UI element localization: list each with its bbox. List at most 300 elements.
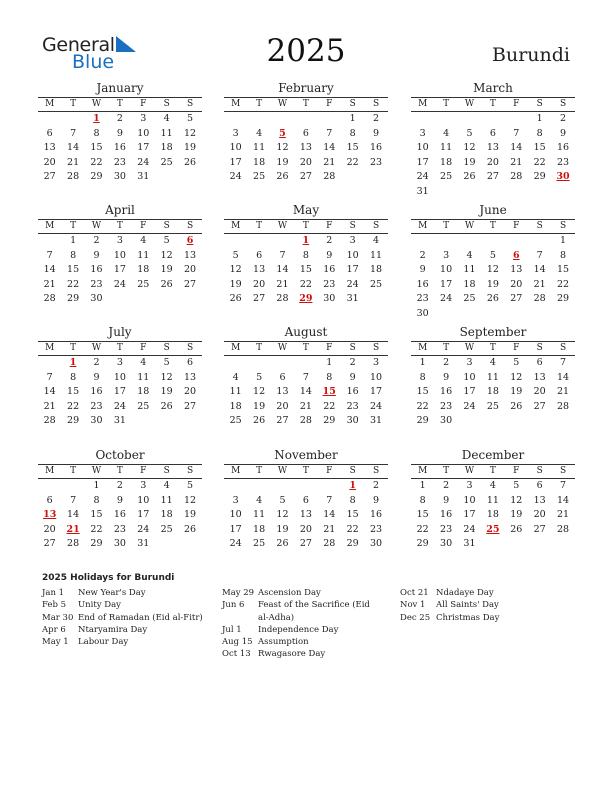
- holiday-day: 25: [486, 523, 500, 535]
- day-cell: 31: [416, 185, 429, 197]
- day-cell: 24: [440, 293, 453, 305]
- day-cell: 20: [299, 156, 312, 168]
- weekday-label: T: [443, 343, 450, 353]
- day-cell: 24: [113, 400, 126, 412]
- day-cell: 26: [160, 400, 173, 412]
- weekday-label: M: [231, 221, 241, 231]
- day-cell: 25: [463, 293, 476, 305]
- day-cell: 11: [253, 509, 266, 521]
- day-cell: 21: [533, 278, 546, 290]
- day-cell: 10: [463, 494, 476, 506]
- day-cell: 2: [326, 235, 333, 246]
- day-cell: 3: [373, 357, 380, 368]
- month-title: July: [108, 325, 132, 339]
- holiday-day: 1: [349, 480, 356, 491]
- day-cell: 20: [533, 509, 546, 521]
- day-cell: 9: [349, 371, 356, 383]
- logo-general-text: General: [42, 34, 115, 56]
- day-cell: 20: [510, 278, 523, 290]
- weekday-label: M: [45, 343, 55, 353]
- holiday-day: 29: [299, 293, 313, 305]
- day-cell: 20: [299, 523, 312, 535]
- empty-cell: [294, 479, 317, 494]
- day-cell: 28: [323, 538, 336, 550]
- day-cell: 4: [256, 494, 263, 506]
- day-grid: [38, 112, 202, 185]
- day-cell: 16: [113, 142, 126, 154]
- day-cell: 12: [463, 142, 476, 154]
- day-cell: 10: [113, 249, 126, 261]
- day-cell: 12: [160, 371, 173, 383]
- day-cell: 8: [70, 249, 77, 261]
- weekday-label: S: [163, 221, 170, 231]
- holiday-day: 6: [512, 249, 520, 261]
- day-cell: 22: [67, 278, 80, 290]
- weekday-label: M: [45, 99, 55, 109]
- empty-cell: [61, 112, 84, 127]
- weekday-label: T: [70, 221, 77, 231]
- day-cell: 10: [440, 264, 453, 276]
- holiday-row: [42, 612, 212, 624]
- holiday-row: [222, 587, 382, 599]
- day-cell: 22: [90, 523, 103, 535]
- day-cell: 17: [229, 156, 242, 168]
- day-cell: 13: [299, 509, 312, 521]
- weekday-label: T: [489, 221, 496, 231]
- empty-cell: [61, 479, 84, 494]
- day-cell: 9: [443, 494, 450, 506]
- day-grid: [411, 479, 575, 552]
- empty-cell: [271, 112, 294, 127]
- day-cell: 19: [229, 278, 242, 290]
- day-cell: 23: [90, 400, 103, 412]
- day-cell: 26: [183, 156, 197, 168]
- day-cell: 27: [533, 523, 546, 535]
- day-cell: 23: [113, 523, 126, 535]
- day-cell: 22: [556, 278, 570, 290]
- month-november: [224, 447, 388, 552]
- day-cell: 27: [183, 278, 197, 290]
- empty-cell: [481, 234, 504, 249]
- weekday-label: T: [443, 221, 450, 231]
- empty-cell: [481, 112, 504, 127]
- day-cell: 30: [90, 415, 103, 427]
- day-cell: 15: [556, 264, 570, 276]
- day-cell: 1: [536, 113, 543, 124]
- day-cell: 28: [323, 171, 336, 183]
- day-cell: 8: [419, 371, 426, 383]
- month-title: May: [292, 203, 320, 217]
- day-cell: 4: [256, 127, 263, 139]
- holiday-name: All Saints' Day: [436, 600, 499, 611]
- day-cell: 14: [67, 509, 80, 521]
- holiday-row: [42, 636, 212, 648]
- empty-cell: [318, 112, 341, 127]
- day-cell: 25: [253, 171, 266, 183]
- empty-cell: [271, 234, 294, 249]
- weekday-label: T: [443, 99, 450, 109]
- empty-cell: [38, 112, 61, 127]
- empty-cell: [294, 112, 317, 127]
- day-cell: 27: [510, 293, 523, 305]
- day-cell: 19: [160, 264, 173, 276]
- day-cell: 24: [113, 278, 126, 290]
- holiday-date: Apr 6: [42, 624, 66, 635]
- day-cell: 21: [67, 156, 80, 168]
- holiday-date: Nov 1: [400, 600, 426, 611]
- weekday-label: M: [45, 221, 55, 231]
- day-grid: [411, 234, 575, 322]
- weekday-label: W: [91, 99, 102, 109]
- day-cell: 25: [160, 156, 173, 168]
- empty-cell: [247, 112, 270, 127]
- day-cell: 16: [90, 386, 103, 398]
- day-cell: 25: [229, 415, 242, 427]
- day-cell: 17: [440, 278, 453, 290]
- month-january: [38, 80, 202, 185]
- day-cell: 16: [556, 142, 570, 154]
- day-cell: 23: [440, 523, 453, 535]
- weekday-label: M: [231, 466, 241, 476]
- day-cell: 26: [510, 523, 523, 535]
- day-cell: 15: [416, 509, 429, 521]
- day-cell: 17: [113, 264, 126, 276]
- day-cell: 2: [443, 357, 450, 368]
- day-cell: 27: [299, 538, 312, 550]
- day-cell: 8: [536, 127, 543, 139]
- weekday-label: F: [326, 99, 333, 109]
- day-cell: 3: [443, 249, 450, 261]
- holiday-name: Rwagasore Day: [258, 649, 326, 660]
- day-cell: 29: [416, 415, 429, 427]
- day-cell: 14: [43, 386, 56, 398]
- day-cell: 29: [346, 538, 359, 550]
- weekday-label: W: [91, 466, 102, 476]
- day-cell: 9: [373, 494, 380, 506]
- month-title: December: [461, 448, 525, 462]
- holiday-row: [222, 624, 382, 636]
- empty-cell: [38, 234, 61, 249]
- day-cell: 9: [560, 127, 567, 139]
- holiday-date: May 29: [222, 588, 255, 598]
- day-cell: 19: [183, 509, 197, 521]
- holiday-date: Jul 1: [222, 624, 242, 635]
- day-cell: 22: [67, 400, 80, 412]
- day-grid: [224, 234, 388, 307]
- day-cell: 29: [67, 415, 80, 427]
- weekday-label: W: [464, 466, 475, 476]
- day-cell: 18: [229, 400, 242, 412]
- weekday-header: [224, 219, 388, 234]
- day-cell: 9: [373, 127, 380, 139]
- day-cell: 25: [440, 171, 453, 183]
- month-september: [411, 324, 575, 429]
- empty-cell: [458, 112, 481, 127]
- day-cell: 27: [276, 415, 289, 427]
- weekday-header: [411, 219, 575, 234]
- holiday-row: [222, 636, 382, 648]
- day-cell: 22: [323, 400, 336, 412]
- day-cell: 31: [346, 293, 359, 305]
- day-cell: 19: [510, 509, 523, 521]
- weekday-header: [38, 97, 202, 112]
- day-cell: 21: [323, 523, 336, 535]
- day-cell: 27: [183, 400, 197, 412]
- day-cell: 11: [440, 142, 453, 154]
- weekday-label: M: [45, 466, 55, 476]
- day-cell: 6: [46, 127, 53, 139]
- day-cell: 6: [302, 127, 309, 139]
- day-cell: 23: [369, 156, 383, 168]
- day-cell: 12: [253, 386, 266, 398]
- holiday-name: Labour Day: [78, 637, 129, 648]
- day-cell: 14: [276, 264, 289, 276]
- day-cell: 3: [466, 480, 473, 491]
- day-cell: 2: [560, 113, 567, 124]
- day-cell: 12: [160, 249, 173, 261]
- day-cell: 16: [416, 278, 429, 290]
- holiday-name: Independence Day: [258, 624, 339, 635]
- day-cell: 24: [137, 156, 150, 168]
- month-title: June: [479, 203, 507, 217]
- day-cell: 2: [373, 480, 380, 491]
- day-cell: 12: [486, 264, 499, 276]
- empty-cell: [271, 356, 294, 371]
- day-cell: 4: [489, 480, 496, 491]
- weekday-label: W: [464, 221, 475, 231]
- day-cell: 3: [116, 357, 123, 368]
- day-cell: 5: [513, 480, 520, 491]
- empty-cell: [247, 356, 270, 371]
- day-cell: 13: [533, 371, 546, 383]
- day-cell: 15: [90, 142, 103, 154]
- weekday-label: M: [231, 99, 241, 109]
- day-cell: 14: [43, 264, 56, 276]
- day-cell: 27: [486, 171, 499, 183]
- holiday-day: 15: [322, 386, 336, 398]
- weekday-label: S: [372, 99, 380, 109]
- day-cell: 28: [276, 293, 289, 305]
- day-grid: [38, 479, 202, 552]
- day-cell: 10: [346, 249, 359, 261]
- day-cell: 31: [137, 538, 150, 550]
- day-cell: 24: [369, 400, 383, 412]
- weekday-label: T: [256, 99, 263, 109]
- weekday-header: [224, 341, 388, 356]
- day-cell: 15: [346, 142, 359, 154]
- month-march: [411, 80, 575, 200]
- holidays-title: 2025 Holidays for Burundi: [42, 573, 175, 583]
- day-cell: 5: [187, 113, 194, 124]
- day-cell: 19: [276, 156, 289, 168]
- holiday-date: Feb 5: [42, 600, 67, 611]
- day-cell: 13: [253, 264, 266, 276]
- empty-cell: [294, 356, 317, 371]
- holiday-name: Unity Day: [78, 600, 121, 611]
- day-cell: 10: [369, 371, 383, 383]
- weekday-label: T: [116, 466, 123, 476]
- day-cell: 21: [43, 400, 56, 412]
- day-cell: 15: [299, 264, 312, 276]
- day-cell: 7: [46, 249, 53, 261]
- holiday-column: [400, 587, 570, 624]
- holiday-day: 1: [302, 235, 310, 246]
- weekday-label: S: [536, 343, 543, 353]
- day-cell: 30: [346, 415, 359, 427]
- day-cell: 11: [463, 264, 476, 276]
- day-cell: 1: [70, 235, 77, 246]
- day-cell: 26: [463, 171, 476, 183]
- day-cell: 17: [416, 156, 429, 168]
- empty-cell: [505, 234, 528, 249]
- day-cell: 28: [67, 171, 80, 183]
- day-cell: 23: [90, 278, 103, 290]
- day-grid: [224, 479, 388, 552]
- empty-cell: [38, 356, 61, 371]
- day-cell: 29: [533, 171, 546, 183]
- day-cell: 20: [183, 264, 197, 276]
- holiday-day: 1: [69, 357, 77, 368]
- weekday-label: T: [70, 466, 77, 476]
- weekday-label: F: [513, 221, 520, 231]
- day-cell: 20: [43, 523, 56, 535]
- day-cell: 7: [326, 127, 333, 139]
- day-cell: 20: [253, 278, 266, 290]
- day-cell: 25: [137, 278, 150, 290]
- holiday-name: Assumption: [258, 637, 309, 648]
- day-cell: 18: [486, 509, 499, 521]
- month-title: April: [105, 203, 135, 217]
- month-may: [224, 202, 388, 307]
- day-cell: 30: [416, 307, 429, 319]
- holiday-day: 5: [279, 127, 286, 139]
- day-cell: 5: [489, 249, 496, 261]
- day-cell: 12: [276, 142, 289, 154]
- day-cell: 29: [67, 293, 80, 305]
- weekday-label: S: [372, 221, 380, 231]
- day-cell: 19: [160, 386, 173, 398]
- weekday-label: S: [186, 466, 194, 476]
- day-cell: 4: [232, 371, 239, 383]
- holiday-column: [222, 587, 382, 661]
- day-cell: 26: [160, 278, 173, 290]
- month-title: October: [95, 448, 145, 462]
- day-cell: 10: [113, 371, 126, 383]
- weekday-label: M: [418, 466, 428, 476]
- weekday-label: T: [116, 221, 123, 231]
- day-cell: 12: [510, 371, 523, 383]
- day-cell: 8: [419, 494, 426, 506]
- day-cell: 26: [276, 538, 289, 550]
- day-cell: 10: [229, 142, 242, 154]
- day-cell: 9: [93, 249, 100, 261]
- holiday-row: [42, 624, 212, 636]
- day-cell: 22: [90, 156, 103, 168]
- day-cell: 20: [533, 386, 546, 398]
- weekday-label: F: [513, 466, 520, 476]
- weekday-header: [411, 464, 575, 479]
- day-cell: 3: [116, 235, 123, 246]
- day-cell: 9: [443, 371, 450, 383]
- day-cell: 11: [369, 249, 383, 261]
- day-grid: [224, 112, 388, 185]
- day-cell: 22: [533, 156, 546, 168]
- weekday-label: T: [489, 466, 496, 476]
- holiday-day: 6: [186, 235, 194, 246]
- day-cell: 18: [253, 156, 266, 168]
- day-cell: 15: [67, 264, 80, 276]
- weekday-label: F: [326, 343, 333, 353]
- weekday-label: S: [349, 466, 356, 476]
- day-cell: 8: [326, 371, 333, 383]
- weekday-label: S: [536, 221, 543, 231]
- weekday-label: S: [372, 343, 380, 353]
- weekday-label: W: [464, 99, 475, 109]
- day-cell: 7: [279, 249, 286, 261]
- day-cell: 6: [46, 494, 53, 506]
- month-title: February: [278, 81, 334, 95]
- day-cell: 18: [486, 386, 499, 398]
- weekday-label: W: [277, 221, 288, 231]
- day-cell: 17: [369, 386, 383, 398]
- day-cell: 27: [43, 538, 56, 550]
- day-cell: 6: [489, 127, 496, 139]
- empty-cell: [247, 234, 270, 249]
- day-cell: 23: [346, 400, 359, 412]
- day-cell: 14: [556, 371, 570, 383]
- weekday-label: W: [277, 466, 288, 476]
- empty-cell: [224, 112, 247, 127]
- month-title: September: [459, 325, 527, 339]
- day-cell: 13: [510, 264, 523, 276]
- weekday-label: M: [418, 221, 428, 231]
- day-cell: 30: [113, 538, 126, 550]
- day-cell: 18: [137, 264, 150, 276]
- day-cell: 15: [67, 386, 80, 398]
- day-cell: 25: [369, 278, 383, 290]
- day-cell: 28: [43, 415, 56, 427]
- day-cell: 16: [440, 386, 453, 398]
- empty-cell: [458, 234, 481, 249]
- month-february: [224, 80, 388, 185]
- day-cell: 8: [349, 127, 356, 139]
- empty-cell: [434, 112, 457, 127]
- weekday-label: S: [186, 343, 194, 353]
- weekday-label: S: [349, 221, 356, 231]
- day-cell: 8: [93, 127, 100, 139]
- day-cell: 5: [466, 127, 473, 139]
- day-cell: 11: [137, 371, 150, 383]
- day-cell: 29: [90, 538, 103, 550]
- logo-blue-text: Blue: [72, 51, 115, 73]
- holiday-row: [42, 599, 212, 611]
- holiday-row: [222, 648, 382, 660]
- day-cell: 3: [232, 127, 239, 139]
- holiday-row: [400, 587, 570, 599]
- day-cell: 5: [163, 235, 170, 246]
- weekday-label: T: [489, 343, 496, 353]
- month-june: [411, 202, 575, 322]
- weekday-label: S: [163, 466, 170, 476]
- day-cell: 5: [513, 357, 520, 368]
- weekday-label: S: [186, 221, 194, 231]
- day-cell: 28: [556, 523, 570, 535]
- day-cell: 24: [463, 523, 476, 535]
- day-cell: 3: [140, 113, 147, 124]
- day-cell: 31: [137, 171, 150, 183]
- day-cell: 4: [443, 127, 450, 139]
- day-cell: 4: [140, 235, 147, 246]
